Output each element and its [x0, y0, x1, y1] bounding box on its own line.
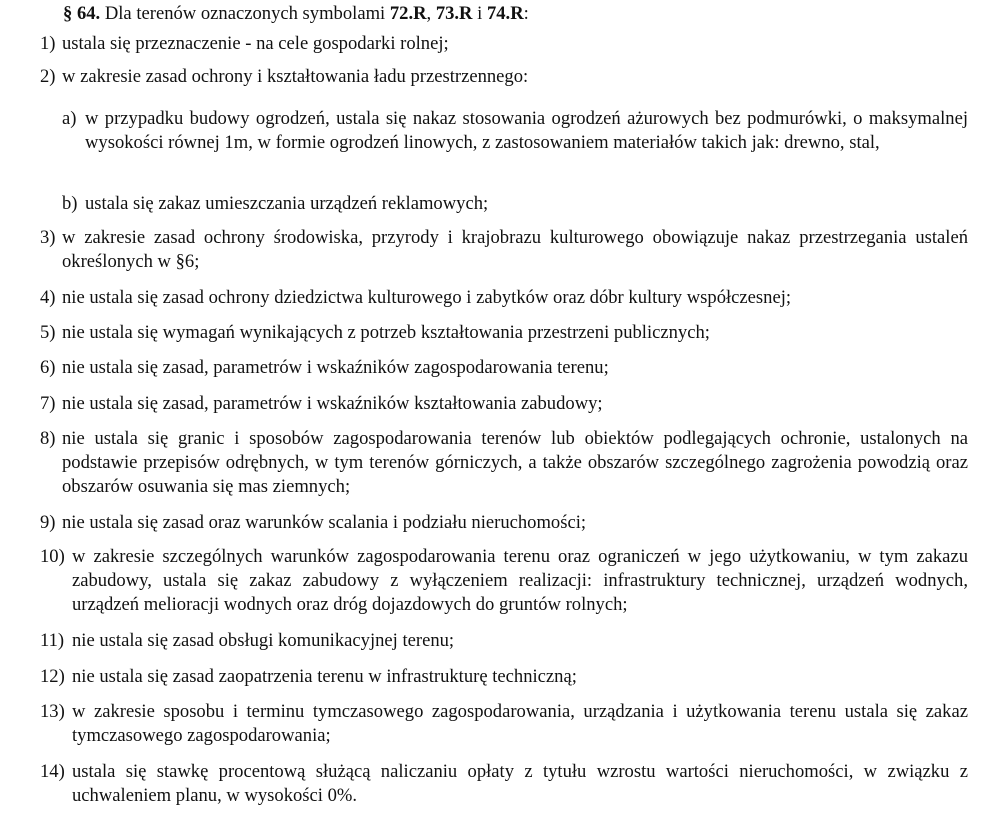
- item-number: 13): [40, 701, 65, 722]
- item-number: 1): [40, 33, 56, 54]
- list-item: [40, 545, 968, 617]
- sub-list-item: [62, 192, 968, 216]
- list-item: [40, 286, 968, 310]
- list-item: [40, 665, 968, 689]
- item-text: nie ustala się zasad ochrony dziedzictwa kulturowego i zabytków oraz dóbr kultury współczesnej;: [62, 287, 792, 308]
- subitem-letter: b): [62, 193, 78, 214]
- sub-list-item: [62, 107, 968, 155]
- item-number: 5): [40, 322, 56, 343]
- symbol-74r: 74.R: [486, 3, 524, 24]
- item-text: nie ustala się zasad, parametrów i wskaźników zagospodarowania terenu;: [62, 357, 609, 378]
- item-text: w zakresie szczególnych warunków zagospodarowania terenu oraz ograniczeń w jego użytkowaniu, w tym zakazu zabudowy, ustala się zakaz zabudowy z wyłączeniem realizacji: infrastruktury technicznej, urządzeń wodnych, urządzeń melioracji wodnych oraz dróg dojazdowych do gruntów rolnych;: [72, 546, 968, 615]
- item-number: 3): [40, 227, 56, 248]
- list-item: [40, 629, 968, 653]
- subitem-text: w przypadku budowy ogrodzeń, ustala się nakaz stosowania ogrodzeń ażurowych bez podmurówki, o maksymalnej wysokości równej 1m, w formie ogrodzeń linowych, z zastosowaniem materiałów takich jak: drewno, stal,: [85, 108, 968, 153]
- item-number: 8): [40, 428, 56, 449]
- symbol-72r: 72.R: [389, 3, 427, 24]
- item-number: 10): [40, 546, 65, 567]
- list-item: [40, 700, 968, 748]
- list-item: [40, 226, 968, 274]
- item-text: nie ustala się zasad zaopatrzenia terenu w infrastrukturę techniczną;: [72, 666, 577, 687]
- list-item: [40, 511, 968, 535]
- list-item: [40, 392, 968, 416]
- heading-intro: Dla terenów oznaczonych symbolami: [100, 3, 390, 24]
- item-text: nie ustala się zasad oraz warunków scalania i podziału nieruchomości;: [62, 512, 587, 533]
- list-item: [40, 356, 968, 380]
- item-text: ustala się stawkę procentową służącą naliczaniu opłaty z tytułu wzrostu wartości nieruchomości, w związku z uchwaleniem planu, w wysokości 0%.: [72, 761, 968, 806]
- item-text: w zakresie zasad ochrony środowiska, przyrody i krajobrazu kulturowego obowiązuje nakaz przestrzegania ustaleń określonych w §6;: [62, 227, 968, 272]
- section-number: § 64.: [63, 3, 101, 24]
- item-text: ustala się przeznaczenie - na cele gospodarki rolnej;: [62, 33, 449, 54]
- item-number: 7): [40, 393, 56, 414]
- item-text: nie ustala się granic i sposobów zagospodarowania terenów lub obiektów podlegających ochronie, ustalonych na podstawie przepisów odrębnych, w tym terenów górniczych, a także obszarów szczególnego zagrożenia powodzią oraz obszarów osuwania się mas ziemnych;: [62, 428, 968, 497]
- list-item: [40, 321, 968, 345]
- subitem-letter: a): [62, 108, 77, 129]
- item-number: 12): [40, 666, 65, 687]
- item-number: 11): [40, 630, 65, 651]
- item-text: nie ustala się zasad, parametrów i wskaźników kształtowania zabudowy;: [62, 393, 603, 414]
- heading-colon: :: [523, 3, 529, 24]
- list-item: [40, 760, 968, 808]
- subitem-text: ustala się zakaz umieszczania urządzeń reklamowych;: [85, 193, 489, 214]
- item-text: nie ustala się wymagań wynikających z potrzeb kształtowania przestrzeni publicznych;: [62, 322, 710, 343]
- item-number: 2): [40, 66, 56, 87]
- item-text: w zakresie zasad ochrony i kształtowania ładu przestrzennego:: [62, 66, 529, 87]
- item-number: 6): [40, 357, 56, 378]
- item-text: nie ustala się zasad obsługi komunikacyjnej terenu;: [72, 630, 455, 651]
- item-text: w zakresie sposobu i terminu tymczasowego zagospodarowania, urządzania i użytkowania terenu ustala się zakaz tymczasowego zagospodarowania;: [72, 701, 968, 746]
- list-item: [40, 427, 968, 499]
- heading-separator: ,: [426, 3, 436, 24]
- item-number: 14): [40, 761, 65, 782]
- section-heading: [63, 2, 968, 26]
- item-number: 4): [40, 287, 56, 308]
- symbol-73r: 73.R: [435, 3, 473, 24]
- item-number: 9): [40, 512, 56, 533]
- heading-separator: i: [472, 3, 487, 24]
- list-item: [40, 65, 968, 89]
- list-item: [40, 32, 968, 56]
